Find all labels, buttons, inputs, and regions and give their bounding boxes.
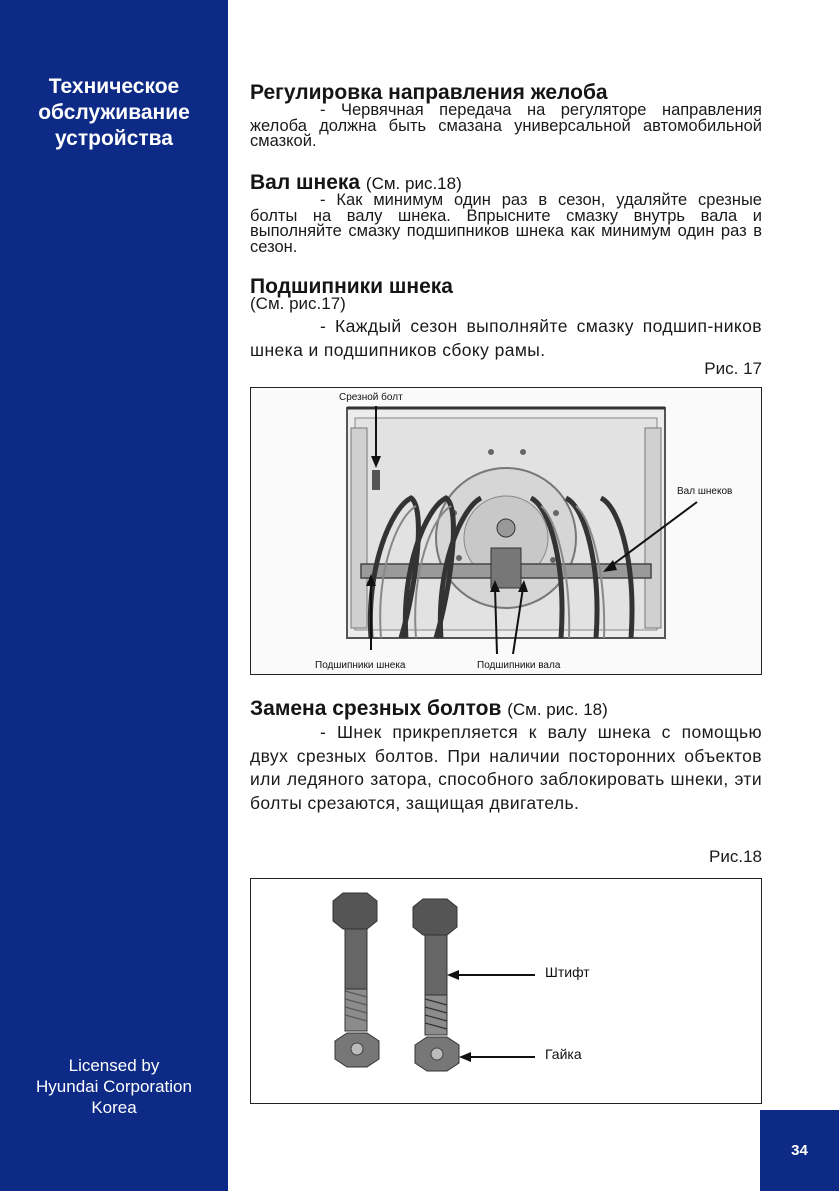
label-auger-shaft: Вал шнеков: [677, 486, 733, 497]
figure-reference: (См. рис.18): [365, 174, 462, 193]
figure-17-caption: Рис. 17: [704, 359, 762, 378]
sidebar-title-line-1: Техническое: [48, 75, 180, 98]
paragraph-text: - Шнек прикрепляется к валу шнека с помощью двух срезных болтов. При наличии посторонних объектов или ледяного затора, способного заблокировать шнеки, эти болты срезаются, защищая двигатель.: [250, 722, 762, 813]
label-shear-bolt: Срезной болт: [339, 392, 403, 403]
paragraph-bearings: [250, 315, 762, 362]
label-nut: Гайка: [545, 1046, 582, 1062]
paragraph-text: - Каждый сезон выполняйте смазку подшип-ников шнека и подшипников сбоку рамы.: [250, 316, 762, 360]
bolt-illustration: [251, 879, 761, 1103]
figure-18-bolt-diagram: [250, 878, 762, 1104]
figure-reference: (См. рис. 18): [507, 700, 608, 719]
figure-reference: (См. рис.17): [250, 294, 346, 313]
sidebar-title: [0, 74, 228, 152]
sidebar-title-line-2: обслуживание: [38, 101, 190, 124]
sidebar-title-line-3: устройства: [55, 127, 173, 150]
license-line-3: Korea: [91, 1098, 137, 1117]
sidebar: [0, 0, 228, 1191]
heading-shear-bolt-replacement: [250, 698, 608, 721]
page-number: 34: [760, 1110, 839, 1191]
heading-text: Замена срезных болтов: [250, 697, 502, 720]
license-note: [0, 1055, 228, 1118]
paragraph-shear: [250, 721, 762, 815]
license-line-1: Licensed by: [68, 1056, 160, 1075]
paragraph-chute: [250, 103, 762, 150]
license-line-2: Hyundai Corporation: [36, 1077, 192, 1096]
paragraph-shaft: [250, 193, 762, 255]
paragraph-text: - Как минимум один раз в сезон, удаляйте срезные болты на валу шнека. Впрысните смазку внутрь вала и выполняйте смазку подшипников шнека как минимум один раз в сезон.: [250, 191, 762, 256]
figure-17-auger-diagram: [250, 387, 762, 675]
heading-text: Подшипники шнека: [250, 275, 453, 298]
figure-18-caption: Рис.18: [709, 847, 762, 866]
paragraph-text: - Червячная передача на регуляторе направления желоба должна быть смазана универсальной автомобильной смазкой.: [250, 101, 762, 150]
label-pin: Штифт: [545, 964, 590, 980]
label-shaft-bearings: Подшипники вала: [477, 660, 561, 671]
heading-text: Вал шнека: [250, 171, 361, 194]
label-auger-bearings: Подшипники шнека: [315, 660, 406, 671]
auger-illustration: [251, 388, 761, 674]
heading-text: Регулировка направления желоба: [250, 81, 608, 104]
